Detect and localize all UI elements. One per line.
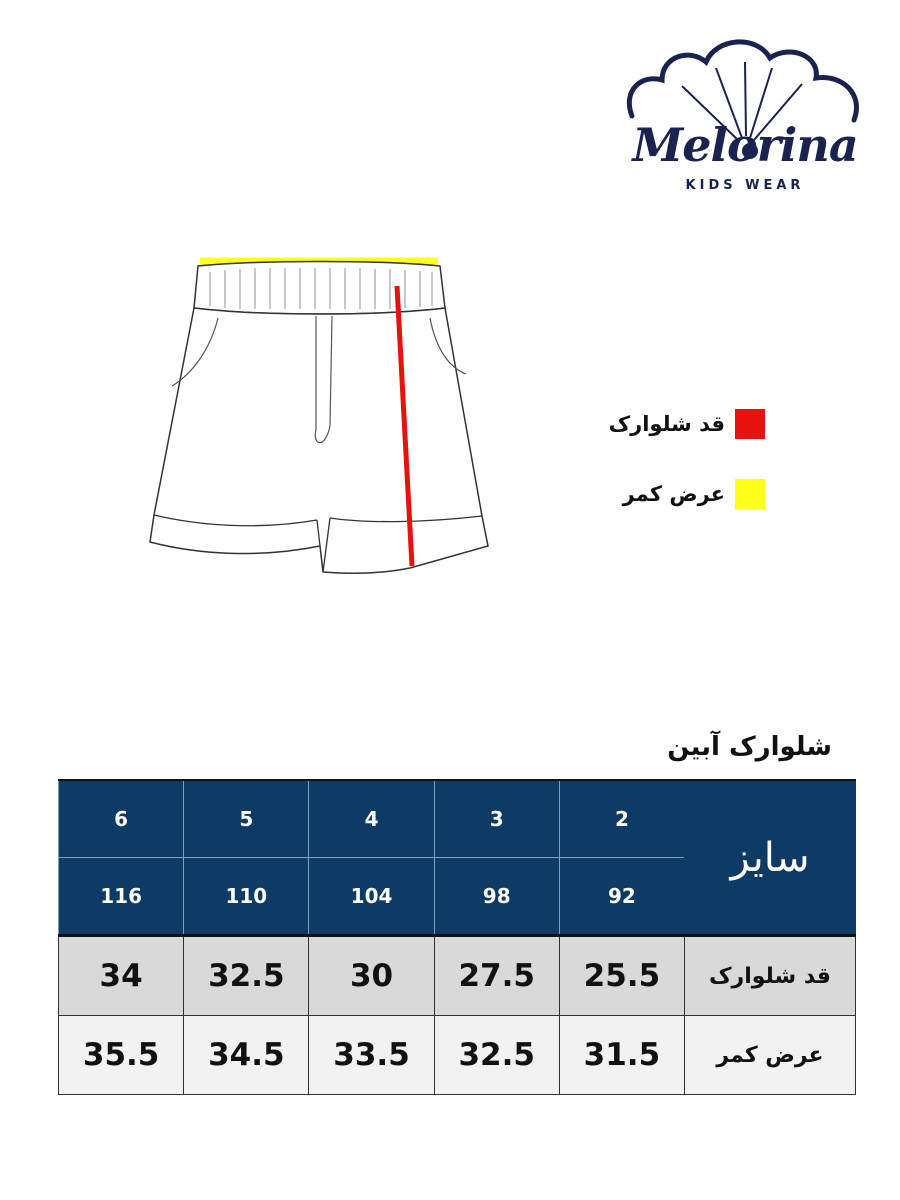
size-cell: 6	[59, 780, 184, 858]
height-cell: 116	[59, 858, 184, 936]
product-title: شلوارک آبین	[667, 732, 832, 762]
size-cell: 3	[434, 780, 559, 858]
legend-label: قد شلوارک	[608, 412, 725, 436]
length-swatch	[735, 409, 765, 439]
shorts-illustration	[140, 250, 500, 580]
row-label-length: قد شلوارک	[685, 936, 856, 1016]
size-cell: 4	[309, 780, 434, 858]
table-row	[59, 936, 856, 1016]
size-header: سایز	[685, 780, 856, 936]
size-cell: 5	[184, 780, 309, 858]
legend-label: عرض کمر	[622, 482, 725, 506]
value-cell: 32.5	[434, 1016, 559, 1095]
legend-item-waist	[609, 478, 765, 510]
value-cell: 25.5	[559, 936, 684, 1016]
shell-icon	[620, 28, 870, 198]
value-cell: 31.5	[559, 1016, 684, 1095]
legend-item-length	[609, 408, 765, 440]
waist-swatch	[735, 479, 765, 509]
value-cell: 34	[59, 936, 184, 1016]
value-cell: 34.5	[184, 1016, 309, 1095]
row-label-waist: عرض کمر	[685, 1016, 856, 1095]
brand-tagline: KIDS WEAR	[685, 178, 805, 193]
value-cell: 33.5	[309, 1016, 434, 1095]
height-cell: 98	[434, 858, 559, 936]
table-row	[59, 780, 856, 858]
measurement-legend	[609, 408, 765, 548]
brand-name: Melorina	[632, 118, 858, 172]
brand-logo	[620, 28, 870, 198]
height-cell: 92	[559, 858, 684, 936]
size-cell: 2	[559, 780, 684, 858]
value-cell: 30	[309, 936, 434, 1016]
height-cell: 110	[184, 858, 309, 936]
height-cell: 104	[309, 858, 434, 936]
value-cell: 32.5	[184, 936, 309, 1016]
value-cell: 35.5	[59, 1016, 184, 1095]
table-row	[59, 1016, 856, 1095]
value-cell: 27.5	[434, 936, 559, 1016]
size-chart-table	[58, 779, 856, 1095]
